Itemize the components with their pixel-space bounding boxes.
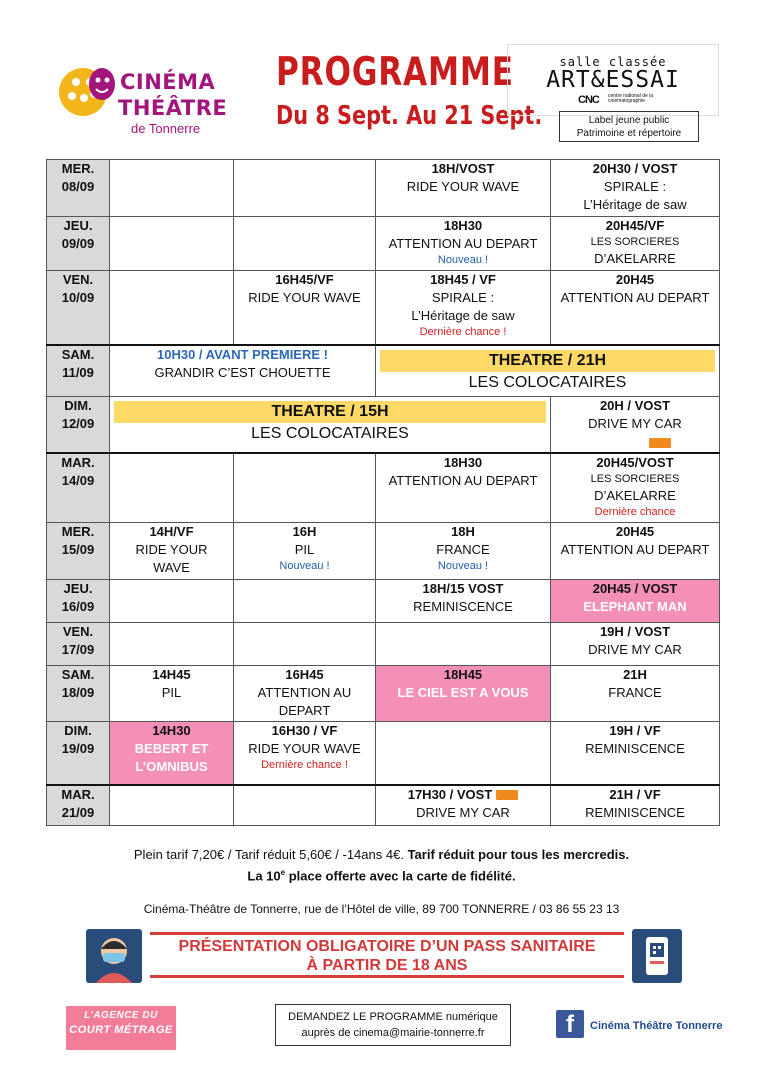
screening-cell: 20H45/VF LES SORCIERES D’AKELARRE	[551, 217, 720, 271]
empty-cell	[110, 217, 234, 271]
art-essai-main: ART&ESSAI	[546, 67, 680, 93]
pass-line1: PRÉSENTATION OBLIGATOIRE D’UN PASS SANITAIRE	[178, 938, 596, 955]
label-line1: Label jeune public	[588, 115, 670, 126]
screening-cell: 18H45 / VF SPIRALE : L’Héritage de saw Dernière chance !	[376, 271, 551, 345]
screening-cell: 16H30 / VF RIDE YOUR WAVE Dernière chance !	[234, 722, 376, 785]
empty-cell	[234, 453, 376, 523]
day-cell: MAR. 21/09	[47, 785, 110, 826]
logo-line1: CINÉMA	[120, 70, 216, 94]
day-cell: VEN. 10/09	[47, 271, 110, 345]
cnc-subtitle: centre national de la cinématographie	[608, 93, 654, 104]
prices-bold: Tarif réduit pour tous les mercredis.	[407, 847, 630, 862]
screening-cell: 16H45 ATTENTION AU DEPART	[234, 666, 376, 722]
table-row	[47, 271, 720, 345]
day-cell: SAM. 11/09	[47, 345, 110, 397]
label-line2: Patrimoine et répertoire	[576, 128, 682, 139]
cnc-logo: CNC	[578, 94, 599, 106]
table-row	[47, 785, 720, 826]
screening-cell: 10H30 / AVANT PREMIERE ! GRANDIR C’EST CHOUETTE	[110, 345, 376, 397]
program-request-box: DEMANDEZ LE PROGRAMME numérique auprès de cinema@mairie-tonnerre.fr	[275, 1004, 511, 1046]
program-dates: Du 8 Sept. Au 21 Sept.	[276, 101, 543, 131]
pricing-info: Plein tarif 7,20€ / Tarif réduit 5,60€ / -14ans 4€. Tarif réduit pour tous les mercredis. La 10e place offerte avec la carte de fidélité.	[133, 847, 630, 884]
prices-plain: Plein tarif 7,20€ / Tarif réduit 5,60€ / -14ans 4€.	[133, 847, 404, 862]
table-row	[47, 160, 720, 217]
label-box	[559, 111, 699, 142]
program-title	[276, 50, 543, 131]
facebook-link[interactable]	[556, 1010, 726, 1040]
theatre-banner: THEATRE / 15H	[114, 401, 546, 423]
screening-cell: 16H45/VF RIDE YOUR WAVE	[234, 271, 376, 345]
table-row	[47, 345, 720, 397]
empty-cell	[376, 722, 551, 785]
logo-line3: de Tonnerre	[131, 121, 201, 136]
theatre-masks-icon	[58, 52, 120, 132]
screening-cell: 16H PIL Nouveau !	[234, 523, 376, 580]
agence-court-metrage-logo: L’AGENCE DU COURT MÉTRAGE	[66, 1006, 176, 1050]
contact-email[interactable]: auprès de cinema@mairie-tonnerre.fr	[301, 1027, 485, 1039]
page-title: PROGRAMME	[276, 50, 514, 95]
table-row	[47, 722, 720, 785]
screening-cell: 20H / VOST DRIVE MY CAR	[551, 397, 720, 453]
facebook-icon: f	[556, 1010, 584, 1038]
empty-cell	[234, 580, 376, 623]
day-cell: JEU. 09/09	[47, 217, 110, 271]
screening-cell: 18H FRANCE Nouveau !	[376, 523, 551, 580]
empty-cell	[234, 785, 376, 826]
day-cell: SAM. 18/09	[47, 666, 110, 722]
empty-cell	[376, 623, 551, 666]
screening-cell: 20H45 ATTENTION AU DEPART	[551, 523, 720, 580]
screening-cell: 18H/VOST RIDE YOUR WAVE	[376, 160, 551, 217]
screening-cell: 18H/15 VOST REMINISCENCE	[376, 580, 551, 623]
empty-cell	[234, 217, 376, 271]
pass-line2: À PARTIR DE 18 ANS	[306, 957, 468, 974]
table-row	[47, 453, 720, 523]
masked-person-icon	[86, 929, 142, 983]
theatre-banner: THEATRE / 21H	[380, 350, 715, 372]
screening-cell: 18H30 ATTENTION AU DEPART Nouveau !	[376, 217, 551, 271]
empty-cell	[110, 271, 234, 345]
empty-cell	[110, 785, 234, 826]
cinema-logo	[58, 48, 238, 143]
theatre-cell: THEATRE / 21H LES COLOCATAIRES	[376, 345, 720, 397]
empty-cell	[110, 160, 234, 217]
day-cell: JEU. 16/09	[47, 580, 110, 623]
table-row	[47, 523, 720, 580]
table-row	[47, 397, 720, 453]
empty-cell	[234, 623, 376, 666]
screening-cell: 20H45/VOST LES SORCIERES D’AKELARRE Dernière chance	[551, 453, 720, 523]
art-essai-badge	[507, 44, 719, 116]
theatre-cell: THEATRE / 15H LES COLOCATAIRES	[110, 397, 551, 453]
day-cell: DIM. 19/09	[47, 722, 110, 785]
empty-cell	[234, 160, 376, 217]
pass-sanitaire-banner	[150, 932, 624, 978]
day-cell: MER. 08/09	[47, 160, 110, 217]
screening-cell: 21H / VF REMINISCENCE	[551, 785, 720, 826]
day-cell: VEN. 17/09	[47, 623, 110, 666]
screening-cell: 17H30 / VOST DRIVE MY CAR	[376, 785, 551, 826]
day-cell: DIM. 12/09	[47, 397, 110, 453]
schedule-table	[46, 159, 720, 826]
screening-cell: 20H45 ATTENTION AU DEPART	[551, 271, 720, 345]
label-sticker-icon	[649, 438, 671, 448]
screening-cell: 21H FRANCE	[551, 666, 720, 722]
screening-cell: 19H / VF REMINISCENCE	[551, 722, 720, 785]
phone-qr-icon	[632, 929, 682, 983]
screening-cell: 14H45 PIL	[110, 666, 234, 722]
screening-cell: 14H/VF RIDE YOUR WAVE	[110, 523, 234, 580]
cinema-address: Cinéma-Théâtre de Tonnerre, rue de l’Hôtel de ville, 89 700 TONNERRE / 03 86 55 23 13	[143, 902, 620, 916]
table-row	[47, 217, 720, 271]
screening-cell-highlight: 20H45 / VOST ELEPHANT MAN	[551, 580, 720, 623]
screening-cell-highlight: 18H45 LE CIEL EST A VOUS	[376, 666, 551, 722]
empty-cell	[110, 623, 234, 666]
logo-line2: THÉÂTRE	[118, 96, 228, 120]
art-essai-top: salle classée	[559, 55, 667, 69]
day-cell: MAR. 14/09	[47, 453, 110, 523]
table-row	[47, 623, 720, 666]
table-row	[47, 666, 720, 722]
screening-cell: 18H30 ATTENTION AU DEPART	[376, 453, 551, 523]
screening-cell-highlight: 14H30 BEBERT ET L’OMNIBUS	[110, 722, 234, 785]
day-cell: MER. 15/09	[47, 523, 110, 580]
screening-cell: 19H / VOST DRIVE MY CAR	[551, 623, 720, 666]
empty-cell	[110, 580, 234, 623]
facebook-label: Cinéma Théâtre Tonnerre	[590, 1020, 723, 1032]
empty-cell	[110, 453, 234, 523]
table-row	[47, 580, 720, 623]
screening-cell: 20H30 / VOST SPIRALE : L’Héritage de saw	[551, 160, 720, 217]
label-sticker-icon	[496, 790, 518, 800]
